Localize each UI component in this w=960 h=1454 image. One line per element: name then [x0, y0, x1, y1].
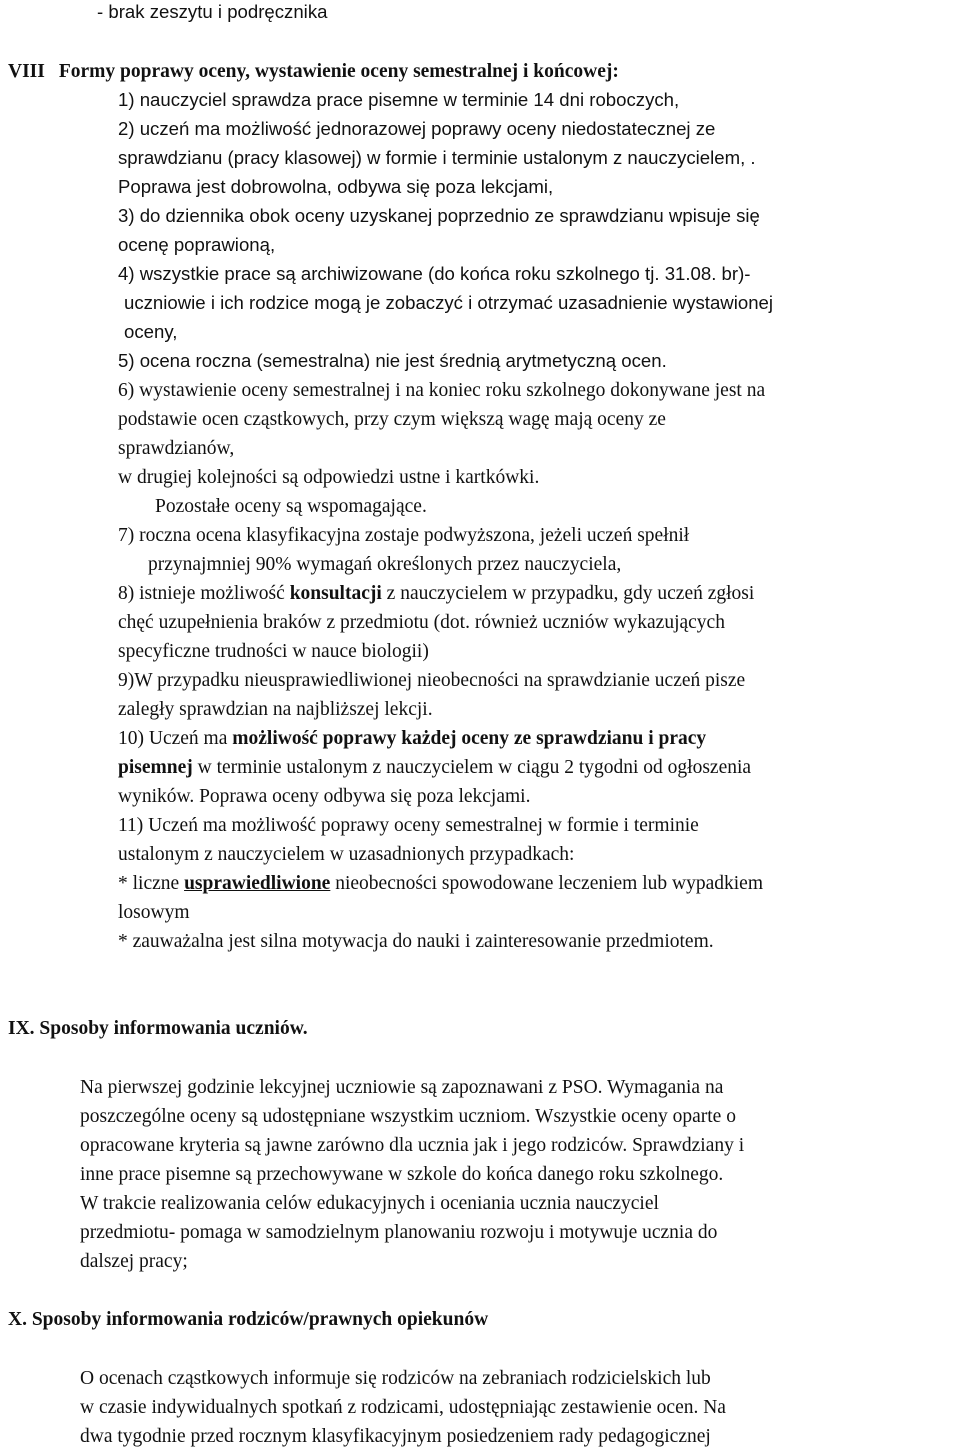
- section-viii-title: Formy poprawy oceny, wystawienie oceny semestralnej i końcowej:: [58, 61, 619, 82]
- viii-item-8-cont2: specyficzne trudności w nauce biologii): [118, 641, 429, 662]
- ix-paragraph-line-2: poszczególne oceny są udostępniane wszystkim uczniom. Wszystkie oceny oparte o: [80, 1106, 736, 1127]
- viii-item-6-note: Pozostałe oceny są wspomagające.: [155, 496, 427, 517]
- viii-item-10-start: 10) Uczeń ma: [118, 728, 233, 749]
- viii-item-7-cont: przynajmniej 90% wymagań określonych przez nauczyciela,: [148, 554, 622, 575]
- viii-item-11-bullet-1-cont: losowym: [118, 902, 190, 923]
- bullet-1-bold: usprawiedliwione: [184, 873, 331, 894]
- viii-item-2-note: Poprawa jest dobrowolna, odbywa się poza lekcjami,: [118, 176, 554, 197]
- bullet-1-start: * liczne: [118, 873, 185, 894]
- bullet-1-end: nieobecności spowodowane leczeniem lub wypadkiem: [330, 873, 763, 894]
- viii-item-8-end: z nauczycielem w przypadku, gdy uczeń zgłosi: [381, 583, 755, 604]
- x-paragraph-line-2: w czasie indywidualnych spotkań z rodzicami, udostępniając zestawienie ocen. Na: [80, 1397, 726, 1418]
- viii-item-7: 7) roczna ocena klasyfikacyjna zostaje podwyższona, jeżeli uczeń spełnił: [118, 525, 690, 546]
- section-viii-heading: [8, 57, 619, 86]
- x-paragraph-line-1: O ocenach cząstkowych informuje się rodziców na zebraniach rodzicielskich lub: [80, 1368, 711, 1389]
- viii-item-6-cont3: w drugiej kolejności są odpowiedzi ustne i kartkówki.: [118, 467, 540, 488]
- ix-paragraph-line-3: opracowane kryteria są jawne zarówno dla ucznia jak i jego rodziców. Sprawdziany i: [80, 1135, 745, 1156]
- top-line: - brak zeszytu i podręcznika: [97, 1, 328, 22]
- viii-item-2: 2) uczeń ma możliwość jednorazowej poprawy oceny niedostatecznej ze: [118, 118, 716, 139]
- viii-item-2-cont: sprawdzianu (pracy klasowej) w formie i terminie ustalonym z nauczycielem, .: [118, 147, 756, 168]
- ix-paragraph-line-7: dalszej pracy;: [80, 1251, 188, 1272]
- viii-item-5: 5) ocena roczna (semestralna) nie jest średnią arytmetyczną ocen.: [118, 350, 667, 371]
- viii-item-10-bold2: pisemnej: [118, 757, 193, 778]
- viii-item-9: 9)W przypadku nieusprawiedliwionej nieobecności na sprawdzianie uczeń pisze: [118, 670, 746, 691]
- viii-item-10: [118, 724, 706, 753]
- ix-paragraph-line-5: W trakcie realizowania celów edukacyjnych i oceniania ucznia nauczyciel: [80, 1193, 659, 1214]
- viii-item-4-cont2: oceny,: [124, 321, 178, 342]
- ix-paragraph-line-6: przedmiotu- pomaga w samodzielnym planowaniu rozwoju i motywuje ucznia do: [80, 1222, 718, 1243]
- viii-item-6-cont2: sprawdzianów,: [118, 438, 235, 459]
- viii-item-1: 1) nauczyciel sprawdza prace pisemne w terminie 14 dni roboczych,: [118, 89, 680, 110]
- ix-paragraph-line-1: Na pierwszej godzinie lekcyjnej uczniowie są zapoznawani z PSO. Wymagania na: [80, 1077, 724, 1098]
- viii-item-10-bold: możliwość poprawy każdej oceny ze sprawdzianu i pracy: [232, 728, 707, 749]
- ix-paragraph-line-4: inne prace pisemne są przechowywane w szkole do końca danego roku szkolnego.: [80, 1164, 724, 1185]
- x-paragraph-line-3: dwa tygodnie przed rocznym klasyfikacyjnym posiedzeniem rady pedagogicznej: [80, 1426, 711, 1447]
- viii-item-11-bullet-2: * zauważalna jest silna motywacja do nauki i zainteresowanie przedmiotem.: [118, 931, 714, 952]
- viii-item-8: [118, 579, 754, 608]
- viii-item-4-cont: uczniowie i ich rodzice mogą je zobaczyć i otrzymać uzasadnienie wystawionej: [124, 292, 774, 313]
- viii-item-3-cont: ocenę poprawioną,: [118, 234, 276, 255]
- section-viii-number: VIII: [8, 61, 45, 82]
- viii-item-9-cont: zaległy sprawdzian na najbliższej lekcji.: [118, 699, 433, 720]
- section-x-heading: X. Sposoby informowania rodziców/prawnych opiekunów: [8, 1309, 489, 1330]
- viii-item-8-cont: chęć uzupełnienia braków z przedmiotu (dot. również uczniów wykazujących: [118, 612, 725, 633]
- viii-item-11: 11) Uczeń ma możliwość poprawy oceny semestralnej w formie i terminie: [118, 815, 699, 836]
- viii-item-10-cont: [118, 753, 751, 782]
- viii-item-4: 4) wszystkie prace są archiwizowane (do końca roku szkolnego tj. 31.08. br)-: [118, 263, 751, 284]
- viii-item-6-cont: podstawie ocen cząstkowych, przy czym większą wagę mają oceny ze: [118, 409, 666, 430]
- viii-item-11-cont: ustalonym z nauczycielem w uzasadnionych przypadkach:: [118, 844, 575, 865]
- viii-item-8-start: 8) istnieje możliwość: [118, 583, 290, 604]
- viii-item-3: 3) do dziennika obok oceny uzyskanej poprzednio ze sprawdzianu wpisuje się: [118, 205, 760, 226]
- viii-item-8-bold: konsultacji: [289, 583, 382, 604]
- section-ix-heading: IX. Sposoby informowania uczniów.: [8, 1018, 308, 1039]
- viii-item-6: 6) wystawienie oceny semestralnej i na koniec roku szkolnego dokonywane jest na: [118, 380, 766, 401]
- viii-item-10-end: w terminie ustalonym z nauczycielem w ciągu 2 tygodni od ogłoszenia: [192, 757, 752, 778]
- viii-item-10-cont2: wyników. Poprawa oceny odbywa się poza lekcjami.: [118, 786, 531, 807]
- viii-item-11-bullet-1: [118, 869, 763, 898]
